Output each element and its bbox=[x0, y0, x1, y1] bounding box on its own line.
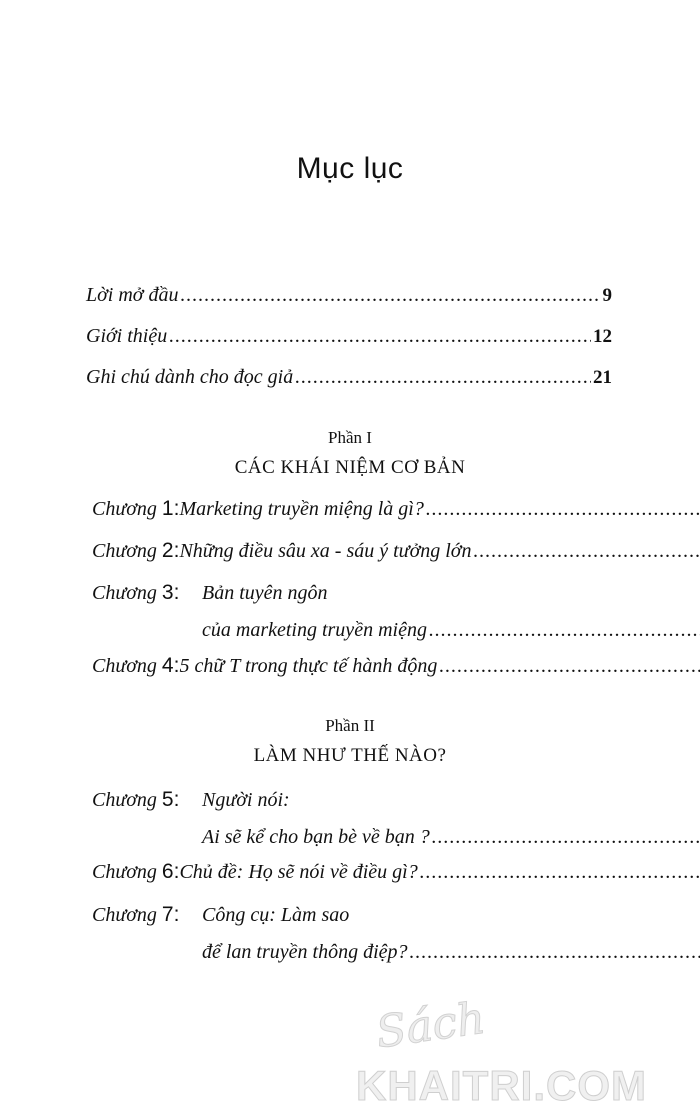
toc-entry-reader-notes[interactable] bbox=[86, 367, 612, 387]
chapter-number: 1: bbox=[161, 497, 180, 520]
part-2-title: LÀM NHƯ THẾ NÀO? bbox=[253, 745, 447, 766]
toc-entry-page: 9 bbox=[602, 285, 612, 306]
dot-leader bbox=[410, 942, 700, 962]
chapter-title: Công cụ: Làm sao bbox=[202, 904, 350, 926]
chapter-title: Chủ đề: Họ sẽ nói về điều gì? bbox=[179, 861, 418, 883]
toc-entry-preface[interactable] bbox=[86, 285, 612, 305]
watermark-logo bbox=[356, 992, 686, 1110]
chapter-title: 5 chữ T trong thực tế hành động bbox=[179, 655, 438, 677]
chapter-7[interactable] bbox=[92, 904, 612, 980]
chapter-title: Người nói: bbox=[202, 789, 290, 811]
chapter-1[interactable] bbox=[92, 498, 612, 536]
toc-entry-label: Giới thiệu bbox=[86, 325, 168, 347]
chapter-prefix: Chương bbox=[92, 789, 157, 811]
chapter-title: Bản tuyên ngôn bbox=[202, 582, 328, 604]
chapter-prefix: Chương bbox=[92, 582, 157, 604]
chapter-3[interactable] bbox=[92, 582, 612, 658]
part-2-label: Phần II bbox=[325, 716, 375, 735]
chapter-prefix: Chương bbox=[92, 540, 157, 562]
page-title: Mục lục bbox=[296, 152, 404, 185]
part-1-label: Phần I bbox=[328, 428, 372, 447]
chapter-prefix: Chương bbox=[92, 861, 157, 883]
chapter-title: Những điều sâu xa - sáu ý tưởng lớn bbox=[179, 540, 472, 562]
watermark-script: Sách bbox=[372, 992, 489, 1059]
dot-leader bbox=[426, 499, 700, 519]
chapter-number: 7: bbox=[161, 903, 180, 926]
chapter-number: 4: bbox=[161, 654, 180, 677]
toc-entry-page: 21 bbox=[593, 367, 612, 388]
chapter-number: 3: bbox=[161, 581, 180, 604]
chapter-6[interactable] bbox=[92, 861, 612, 899]
chapter-title-continued: Ai sẽ kể cho bạn bè về bạn ? bbox=[202, 826, 430, 848]
watermark-brand: KHAITRI.COM bbox=[356, 1062, 647, 1109]
chapter-2[interactable] bbox=[92, 540, 612, 578]
dot-leader bbox=[432, 827, 700, 847]
toc-entry-label: Ghi chú dành cho đọc giả bbox=[86, 366, 294, 388]
dot-leader bbox=[429, 620, 700, 640]
chapter-5[interactable] bbox=[92, 789, 612, 865]
dot-leader bbox=[169, 326, 591, 346]
dot-leader bbox=[473, 541, 700, 561]
toc-entry-introduction[interactable] bbox=[86, 326, 612, 346]
part-1-title: CÁC KHÁI NIỆM CƠ BẢN bbox=[234, 457, 466, 478]
chapter-number: 5: bbox=[161, 788, 180, 811]
dot-leader bbox=[439, 656, 700, 676]
chapter-number: 2: bbox=[161, 539, 180, 562]
dot-leader bbox=[420, 862, 700, 882]
dot-leader bbox=[180, 285, 600, 305]
toc-entry-label: Lời mở đầu bbox=[86, 284, 179, 306]
dot-leader bbox=[295, 367, 591, 387]
chapter-4[interactable] bbox=[92, 655, 612, 693]
chapter-title-continued: để lan truyền thông điệp? bbox=[202, 941, 408, 963]
chapter-prefix: Chương bbox=[92, 904, 157, 926]
toc-entry-page: 12 bbox=[593, 326, 612, 347]
chapter-title: Marketing truyền miệng là gì? bbox=[179, 498, 424, 520]
chapter-prefix: Chương bbox=[92, 655, 157, 677]
chapter-number: 6: bbox=[161, 860, 180, 883]
chapter-title-continued: của marketing truyền miệng bbox=[202, 619, 427, 641]
chapter-prefix: Chương bbox=[92, 498, 157, 520]
